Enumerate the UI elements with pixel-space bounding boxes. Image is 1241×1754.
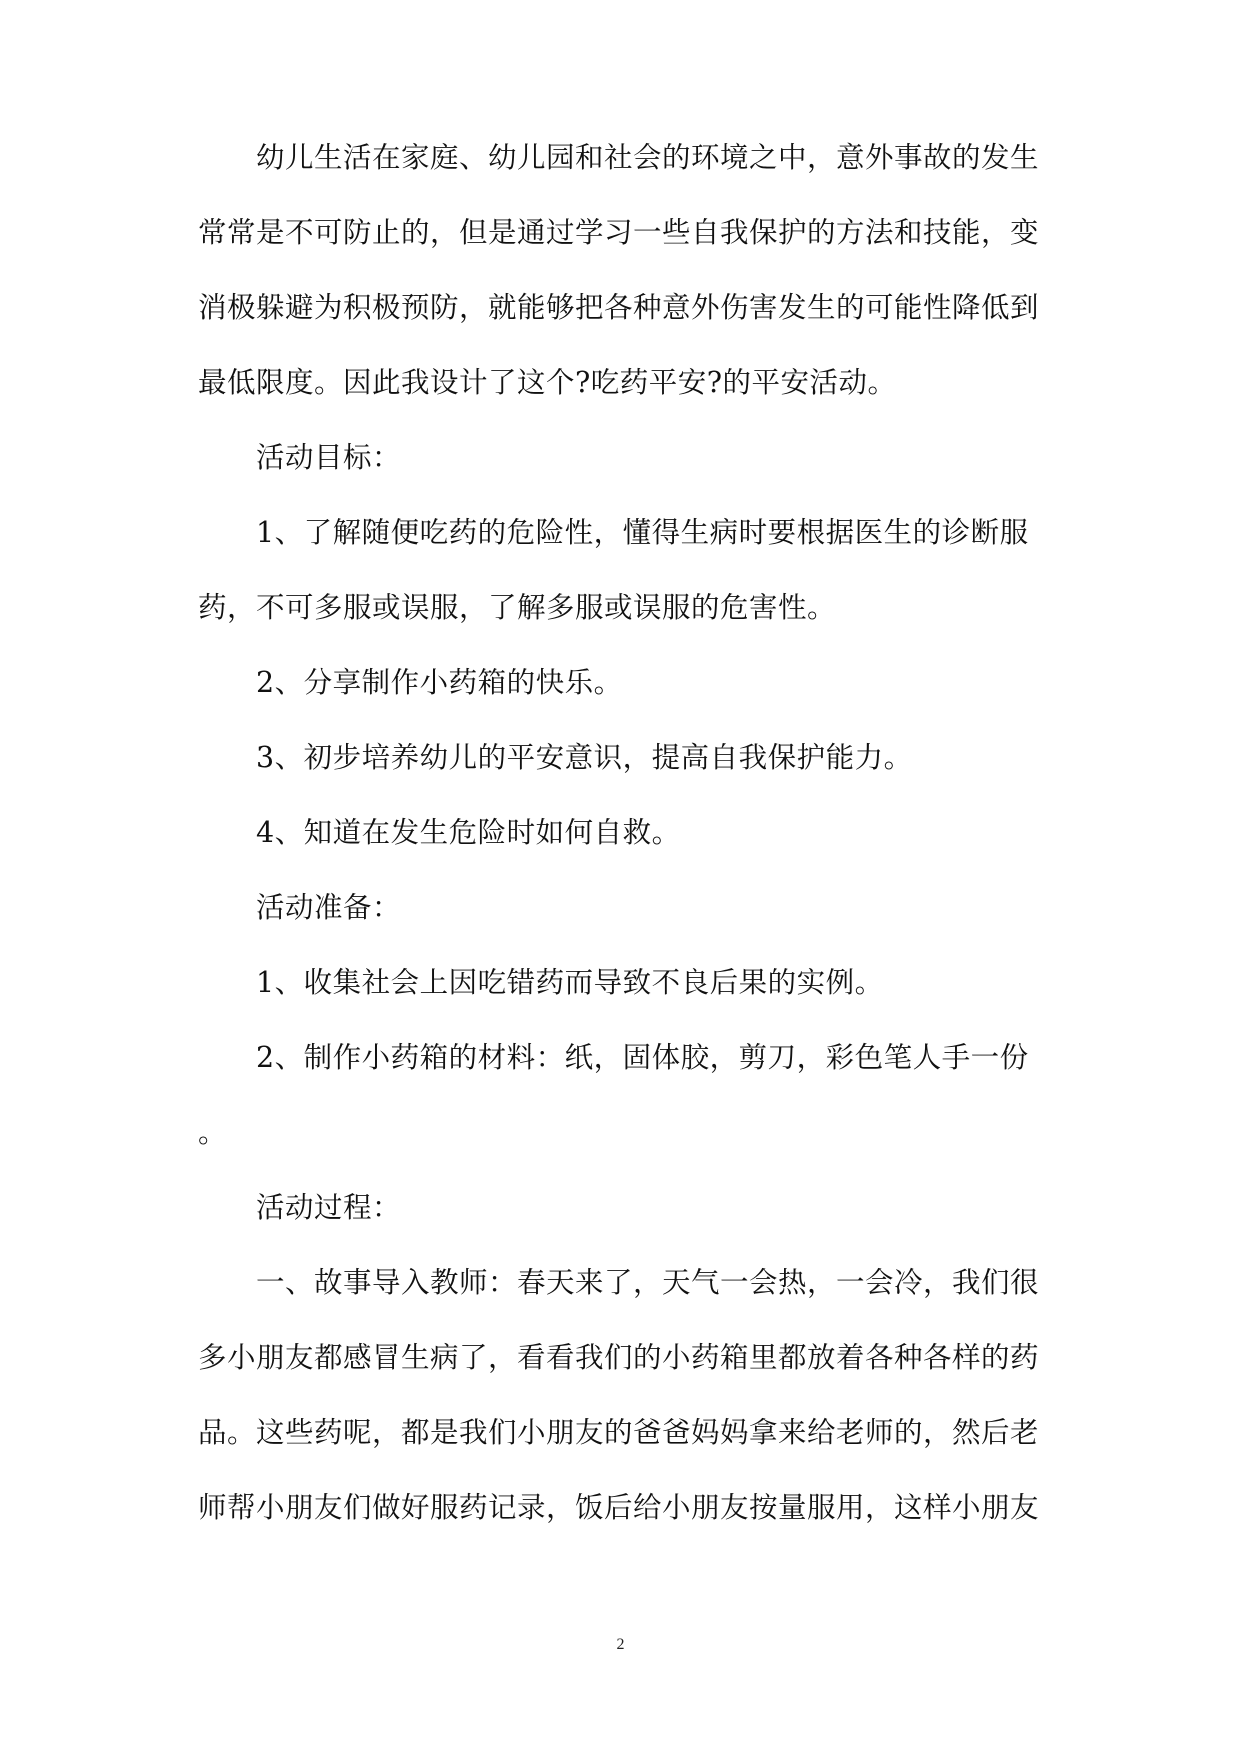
paragraph-line: 幼儿生活在家庭、幼儿园和社会的环境之中，意外事故的发生 <box>256 141 1040 174</box>
page-number: 2 <box>616 1636 625 1653</box>
paragraph-line: 一、故事导入教师：春天来了，天气一会热，一会冷，我们很 <box>256 1266 1040 1299</box>
section-heading: 活动目标： <box>256 441 402 474</box>
list-item-line: 药，不可多服或误服，了解多服或误服的危害性。 <box>198 591 837 624</box>
paragraph-line: 常常是不可防止的，但是通过学习一些自我保护的方法和技能，变 <box>198 216 1040 249</box>
list-item-line: 4、知道在发生危险时如何自救。 <box>256 816 681 849</box>
paragraph-line: 消极躲避为积极预防，就能够把各种意外伤害发生的可能性降低到 <box>198 291 1040 324</box>
paragraph-line: 多小朋友都感冒生病了，看看我们的小药箱里都放着各种各样的药 <box>198 1341 1040 1374</box>
paragraph-line: 最低限度。因此我设计了这个?吃药平安?的平安活动。 <box>198 366 897 399</box>
section-heading: 活动过程： <box>256 1191 402 1224</box>
paragraph-line: 品。这些药呢，都是我们小朋友的爸爸妈妈拿来给老师的，然后老 <box>198 1416 1040 1449</box>
paragraph-line: 师帮小朋友们做好服药记录，饭后给小朋友按量服用，这样小朋友 <box>198 1491 1040 1524</box>
list-item-line: 1、收集社会上因吃错药而导致不良后果的实例。 <box>256 966 884 999</box>
list-item-line: 2、分享制作小药箱的快乐。 <box>256 666 623 699</box>
list-item-line: 3、初步培养幼儿的平安意识，提高自我保护能力。 <box>256 741 913 774</box>
list-item-line: 1、了解随便吃药的危险性，懂得生病时要根据医生的诊断服 <box>256 516 1029 549</box>
list-item-line: 2、制作小药箱的材料：纸，固体胶，剪刀，彩色笔人手一份 <box>256 1041 1029 1074</box>
section-heading: 活动准备： <box>256 891 402 924</box>
list-item-line: 。 <box>198 1116 228 1149</box>
